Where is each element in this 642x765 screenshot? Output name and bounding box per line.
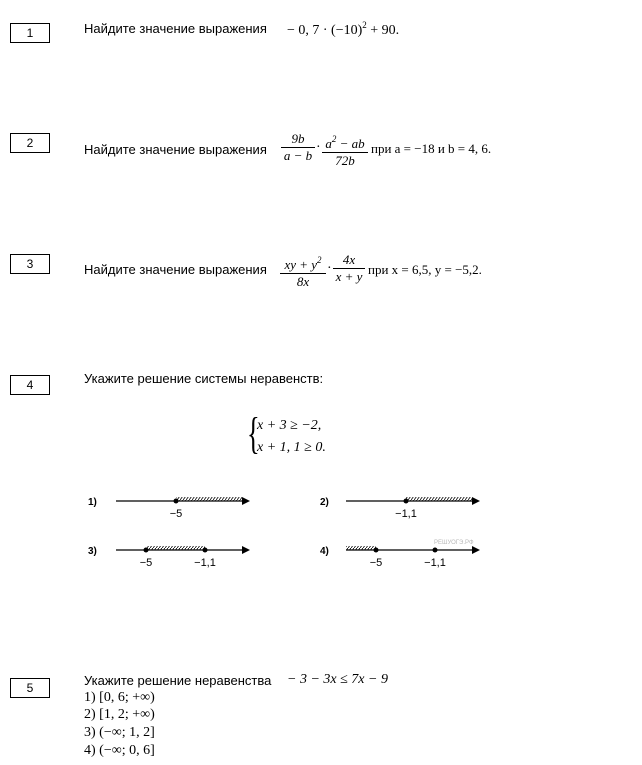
problem-number-5: 5 <box>10 678 50 698</box>
answer-option-2: 2) [1, 2; +∞) <box>84 707 155 722</box>
system-line-2: x + 1, 1 ≥ 0. <box>257 440 326 455</box>
option-1-label: 1) <box>88 497 97 508</box>
tick-label: −5 <box>369 557 383 569</box>
problem-2-fraction-1: $\frac{9b}{a - b}$ <box>281 131 315 164</box>
problem-1-prompt: Найдите значение выражения <box>84 21 267 36</box>
problem-3-prompt: Найдите значение выражения <box>84 262 267 277</box>
hatch-region <box>406 497 472 501</box>
problem-number-4: 4 <box>10 375 50 395</box>
problem-3-condition: при x = 6,5, y = −5,2. <box>368 262 482 277</box>
problem-4-prompt: Укажите решение системы неравенств: <box>84 371 324 386</box>
option-3-label: 3) <box>88 546 97 557</box>
tick-label: −1,1 <box>194 557 216 569</box>
arrow-head <box>242 546 250 554</box>
point <box>174 499 179 504</box>
arrow-head <box>472 546 480 554</box>
problem-3-dot: · <box>327 261 332 276</box>
problem-number-1: 1 <box>10 23 50 43</box>
problem-2-fraction-2: $\frac{a^2 - ab}{72b}$ <box>322 131 368 169</box>
watermark: РЕШУОГЭ.РФ <box>434 540 474 546</box>
problem-2-condition: при a = −18 и b = 4, 6. <box>371 141 492 156</box>
point <box>374 548 379 553</box>
option-2-label: 2) <box>320 497 329 508</box>
number-line-option-2 <box>346 497 480 520</box>
problem-number-2: 2 <box>10 133 50 153</box>
problem-2-dot: · <box>316 140 321 155</box>
problem-2-prompt: Найдите значение выражения <box>84 142 267 157</box>
problem-number-3: 3 <box>10 254 50 274</box>
arrow-head <box>472 497 480 505</box>
tick-label: −1,1 <box>424 557 446 569</box>
system-line-1: x + 3 ≥ −2, <box>257 418 322 433</box>
point <box>203 548 208 553</box>
point <box>144 548 149 553</box>
tick-label: −5 <box>169 508 183 520</box>
problem-3-fraction-1: $\frac{xy + y^2}{8x}$ <box>280 252 326 290</box>
problem-5-prompt: Укажите решение неравенства <box>84 673 272 688</box>
answer-option-4: 4) (−∞; 0, 6] <box>84 743 155 758</box>
number-line-option-1 <box>116 497 250 520</box>
point <box>404 499 409 504</box>
tick-label: −1,1 <box>395 508 417 520</box>
option-4-label: 4) <box>320 546 329 557</box>
hatch-region <box>146 546 205 550</box>
answer-option-3: 3) (−∞; 1, 2] <box>84 725 155 740</box>
hatch-region <box>346 546 376 550</box>
problem-5-inequality: − 3 − 3x ≤ 7x − 9 <box>287 672 388 687</box>
tick-label: −5 <box>139 557 153 569</box>
system-brace: { <box>247 409 260 458</box>
hatch-region <box>176 497 242 501</box>
point <box>433 548 438 553</box>
arrow-head <box>242 497 250 505</box>
number-line-option-3 <box>116 546 250 569</box>
answer-option-1: 1) [0, 6; +∞) <box>84 690 155 705</box>
number-line-option-4 <box>346 546 480 569</box>
problem-3-fraction-2: $\frac{4x}{x + y}$ <box>333 252 365 285</box>
problem-1-expression: − 0, $7 \cdot (-10)^2 + 90$. <box>287 20 400 38</box>
